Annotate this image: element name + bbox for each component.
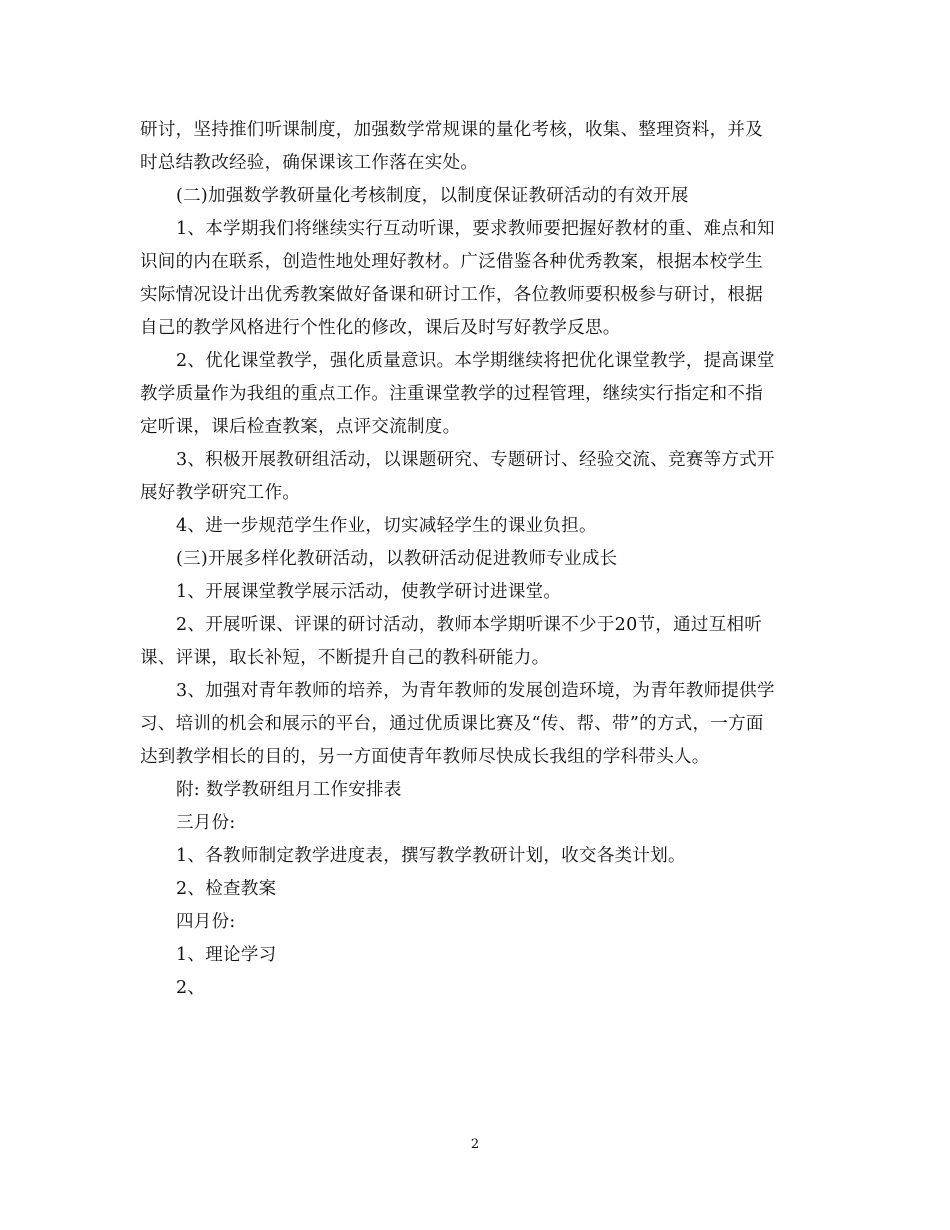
text-line: 展好教学研究工作。 — [140, 483, 301, 503]
text-line: 识间的内在联系，创造性地处理好教材。广泛借鉴各种优秀教案，根据本校学生 — [140, 252, 763, 272]
text-line: 2、检查教案 — [176, 879, 277, 899]
text-line: 实际情况设计出优秀教案做好备课和研讨工作，各位教师要积极参与研讨，根据 — [140, 285, 763, 305]
text-line: 1、各教师制定教学进度表，撰写教学教研计划，收交各类计划。 — [176, 846, 686, 866]
text-line: 3、积极开展教研组活动，以课题研究、专题研讨、经验交流、竞赛等方式开 — [176, 450, 775, 470]
text-line: 1、开展课堂教学展示活动，使教学研讨进课堂。 — [176, 582, 562, 602]
text-line: 3、加强对青年教师的培养，为青年教师的发展创造环境，为青年教师提供学 — [176, 681, 775, 701]
text-line: 定听课，课后检查教案，点评交流制度。 — [140, 417, 461, 437]
section-heading: (三)开展多样化教研活动，以教研活动促进教师专业成长 — [176, 549, 618, 569]
body-text — [140, 114, 804, 1005]
text-line: 2、开展听课、评课的研讨活动，教师本学期听课不少于20节，通过互相听 — [176, 615, 763, 635]
text-line: 习、培训的机会和展示的平台，通过优质课比赛及“传、帮、带”的方式，一方面 — [140, 714, 764, 734]
month-heading: 四月份: — [176, 912, 236, 932]
text-line: 1、本学期我们将继续实行互动听课，要求教师要把握好教材的重、难点和知 — [176, 219, 775, 239]
text-line: 教学质量作为我组的重点工作。注重课堂教学的过程管理，继续实行指定和不指 — [140, 384, 763, 404]
text-line: 1、理论学习 — [176, 945, 277, 965]
text-line: 自己的教学风格进行个性化的修改，课后及时写好教学反思。 — [140, 318, 621, 338]
text-line: 课、评课，取长补短，不断提升自己的教科研能力。 — [140, 648, 550, 668]
appendix-title: 附: 数学教研组月工作安排表 — [176, 780, 402, 800]
text-line: 2、 — [176, 978, 206, 998]
month-heading: 三月份: — [176, 813, 236, 833]
text-line: 达到教学相长的目的，另一方面使青年教师尽快成长我组的学科带头人。 — [140, 747, 710, 767]
page-number: 2 — [470, 1137, 480, 1152]
text-line: 2、优化课堂教学，强化质量意识。本学期继续将把优化课堂教学，提高课堂 — [176, 351, 775, 371]
text-line: 4、进一步规范学生作业，切实减轻学生的课业负担。 — [176, 516, 597, 536]
text-line: 时总结教改经验，确保课该工作落在实处。 — [140, 153, 479, 173]
text-line: 研讨，坚持推们听课制度，加强数学常规课的量化考核，收集、整理资料，并及 — [140, 120, 763, 140]
section-heading: (二)加强数学教研量化考核制度，以制度保证教研活动的有效开展 — [176, 186, 689, 206]
